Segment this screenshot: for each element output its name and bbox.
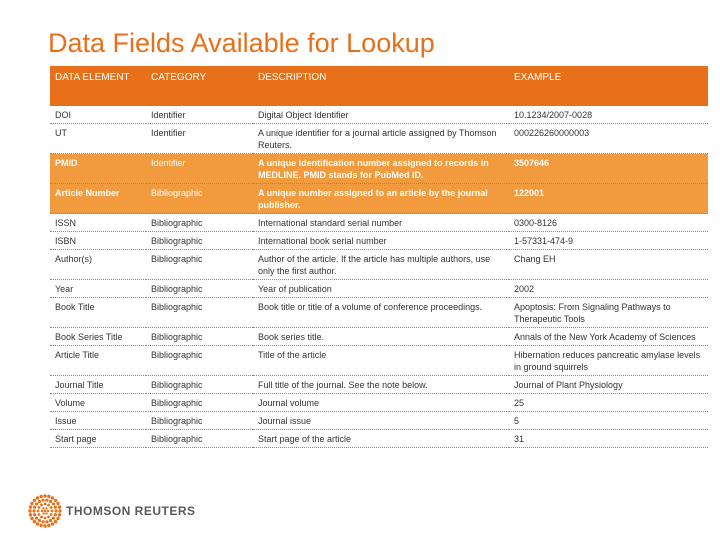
category-cell: Bibliographic xyxy=(146,346,253,376)
table-body xyxy=(50,106,708,448)
description-cell: Full title of the journal. See the note below. xyxy=(253,376,509,394)
logo-dot xyxy=(33,513,36,516)
logo-dot xyxy=(40,504,43,507)
category-cell: Bibliographic xyxy=(146,280,253,298)
data-element-cell: PMID xyxy=(50,154,146,184)
example-cell: Hibernation reduces pancreatic amylase levels in ground squirrels xyxy=(509,346,708,376)
table-row xyxy=(50,394,708,412)
logo-dot xyxy=(45,512,47,514)
logo-dot xyxy=(35,516,38,519)
table-row xyxy=(50,412,708,430)
logo-dot xyxy=(41,510,43,512)
logo-dot xyxy=(47,510,49,512)
logo-dot xyxy=(54,509,57,512)
description-cell: Journal issue xyxy=(253,412,509,430)
description-cell: International standard serial number xyxy=(253,214,509,232)
table-row xyxy=(50,328,708,346)
table-row xyxy=(50,214,708,232)
table-row xyxy=(50,376,708,394)
logo-dot xyxy=(54,499,57,502)
header-category: CATEGORY xyxy=(146,66,253,106)
example-cell: Journal of Plant Physiology xyxy=(509,376,708,394)
example-cell: 3507646 xyxy=(509,154,708,184)
description-cell: Start page of the article xyxy=(253,430,509,448)
logo-dot xyxy=(33,499,36,502)
example-cell: 000226260000003 xyxy=(509,124,708,154)
description-cell: A unique identification number assigned to records in MEDLINE. PMID stands for PubMed ID. xyxy=(253,154,509,184)
table-header-row xyxy=(50,66,708,106)
category-cell: Identifier xyxy=(146,106,253,124)
logo-dot xyxy=(33,520,36,523)
category-cell: Bibliographic xyxy=(146,430,253,448)
logo-dot xyxy=(52,516,55,519)
logo-dot xyxy=(51,510,54,513)
description-cell: International book serial number xyxy=(253,232,509,250)
logo-dot xyxy=(39,524,42,527)
example-cell: Chang EH xyxy=(509,250,708,280)
logo-dot xyxy=(56,502,59,505)
logo-dot xyxy=(45,499,48,502)
example-cell: 122001 xyxy=(509,184,708,214)
logo-dot xyxy=(41,520,44,523)
category-cell: Bibliographic xyxy=(146,298,253,328)
example-cell: Annals of the New York Academy of Sciences xyxy=(509,328,708,346)
logo-dot xyxy=(42,512,44,514)
description-cell: Digital Object Identifier xyxy=(253,106,509,124)
logo-dot xyxy=(36,496,39,499)
table-row xyxy=(50,430,708,448)
table-row xyxy=(50,154,708,184)
logo-dot xyxy=(38,519,41,522)
logo-dot xyxy=(58,505,61,508)
table-row xyxy=(50,280,708,298)
category-cell: Identifier xyxy=(146,154,253,184)
logo-dot xyxy=(35,502,38,505)
data-element-cell: Year xyxy=(50,280,146,298)
logo-dot xyxy=(40,516,43,519)
thomson-reuters-logo xyxy=(28,494,228,528)
logo-dot xyxy=(43,524,46,527)
data-element-cell: Article Title xyxy=(50,346,146,376)
table-row xyxy=(50,232,708,250)
logo-dot xyxy=(54,520,57,523)
data-element-cell: ISBN xyxy=(50,232,146,250)
logo-dot xyxy=(54,506,57,509)
table-row xyxy=(50,346,708,376)
header-example: EXAMPLE xyxy=(509,66,708,106)
data-element-cell: DOI xyxy=(50,106,146,124)
example-cell: 5 xyxy=(509,412,708,430)
data-element-cell: Volume xyxy=(50,394,146,412)
logo-dot xyxy=(36,522,39,525)
category-cell: Bibliographic xyxy=(146,394,253,412)
example-cell: Apoptosis: From Signaling Pathways to Therapeutic Tools xyxy=(509,298,708,328)
logo-dot xyxy=(50,513,53,516)
description-cell: Year of publication xyxy=(253,280,509,298)
logo-text: THOMSON REUTERS xyxy=(66,504,196,518)
category-cell: Bibliographic xyxy=(146,214,253,232)
logo-dot xyxy=(45,507,47,509)
description-cell: A unique identifier for a journal article assigned by Thomson Reuters. xyxy=(253,124,509,154)
logo-dot xyxy=(33,506,36,509)
logo-dot xyxy=(38,506,41,509)
data-element-cell: Author(s) xyxy=(50,250,146,280)
logo-dot xyxy=(47,516,50,519)
logo-dot xyxy=(41,499,44,502)
header-description: DESCRIPTION xyxy=(253,66,509,106)
data-element-cell: Start page xyxy=(50,430,146,448)
logo-dot xyxy=(52,502,55,505)
logo-dot xyxy=(51,522,54,525)
data-element-cell: ISSN xyxy=(50,214,146,232)
category-cell: Bibliographic xyxy=(146,232,253,250)
category-cell: Identifier xyxy=(146,124,253,154)
logo-dot xyxy=(29,505,32,508)
description-cell: A unique number assigned to an article by the journal publisher. xyxy=(253,184,509,214)
logo-dot xyxy=(49,519,52,522)
category-cell: Bibliographic xyxy=(146,376,253,394)
logo-dot xyxy=(44,517,47,520)
example-cell: 1-57331-474-9 xyxy=(509,232,708,250)
data-element-cell: Book Series Title xyxy=(50,328,146,346)
table-row xyxy=(50,106,708,124)
description-cell: Title of the article xyxy=(253,346,509,376)
logo-dot xyxy=(58,509,61,512)
logo-dot xyxy=(56,517,59,520)
logo-dot xyxy=(47,495,50,498)
data-element-cell: Article Number xyxy=(50,184,146,214)
page-title: Data Fields Available for Lookup xyxy=(48,28,435,58)
logo-dot xyxy=(44,503,47,506)
logo-dot xyxy=(58,513,61,516)
example-cell: 0300-8126 xyxy=(509,214,708,232)
example-cell: 2002 xyxy=(509,280,708,298)
table-row xyxy=(50,250,708,280)
logo-dot xyxy=(42,507,44,509)
logo-dot xyxy=(51,496,54,499)
logo-dot xyxy=(49,500,52,503)
logo-dot xyxy=(39,495,42,498)
logo-dot xyxy=(47,524,50,527)
logo-dot xyxy=(30,517,33,520)
logo-dot xyxy=(38,500,41,503)
data-element-cell: UT xyxy=(50,124,146,154)
description-cell: Book series title. xyxy=(253,328,509,346)
logo-dot xyxy=(29,513,32,516)
logo-dot xyxy=(54,513,57,516)
table-row xyxy=(50,184,708,214)
example-cell: 10.1234/2007-0028 xyxy=(509,106,708,124)
logo-dot xyxy=(43,494,46,497)
logo-dot xyxy=(30,502,33,505)
example-cell: 25 xyxy=(509,394,708,412)
description-cell: Book title or title of a volume of conference proceedings. xyxy=(253,298,509,328)
thomson-reuters-logo-icon xyxy=(28,494,62,528)
logo-dot xyxy=(38,513,41,516)
description-cell: Author of the article. If the article has multiple authors, use only the first author. xyxy=(253,250,509,280)
logo-dot xyxy=(47,504,50,507)
data-element-cell: Journal Title xyxy=(50,376,146,394)
data-element-cell: Issue xyxy=(50,412,146,430)
header-data-element: DATA ELEMENT xyxy=(50,66,146,106)
logo-dot xyxy=(28,509,31,512)
logo-dot xyxy=(44,510,47,513)
logo-dot xyxy=(45,520,48,523)
category-cell: Bibliographic xyxy=(146,250,253,280)
category-cell: Bibliographic xyxy=(146,328,253,346)
logo-dot xyxy=(50,506,53,509)
category-cell: Bibliographic xyxy=(146,184,253,214)
category-cell: Bibliographic xyxy=(146,412,253,430)
table-row xyxy=(50,124,708,154)
description-cell: Journal volume xyxy=(253,394,509,412)
example-cell: 31 xyxy=(509,430,708,448)
lookup-fields-table xyxy=(50,66,708,448)
table-row xyxy=(50,298,708,328)
logo-dot xyxy=(37,510,40,513)
logo-dot xyxy=(32,509,35,512)
data-element-cell: Book Title xyxy=(50,298,146,328)
